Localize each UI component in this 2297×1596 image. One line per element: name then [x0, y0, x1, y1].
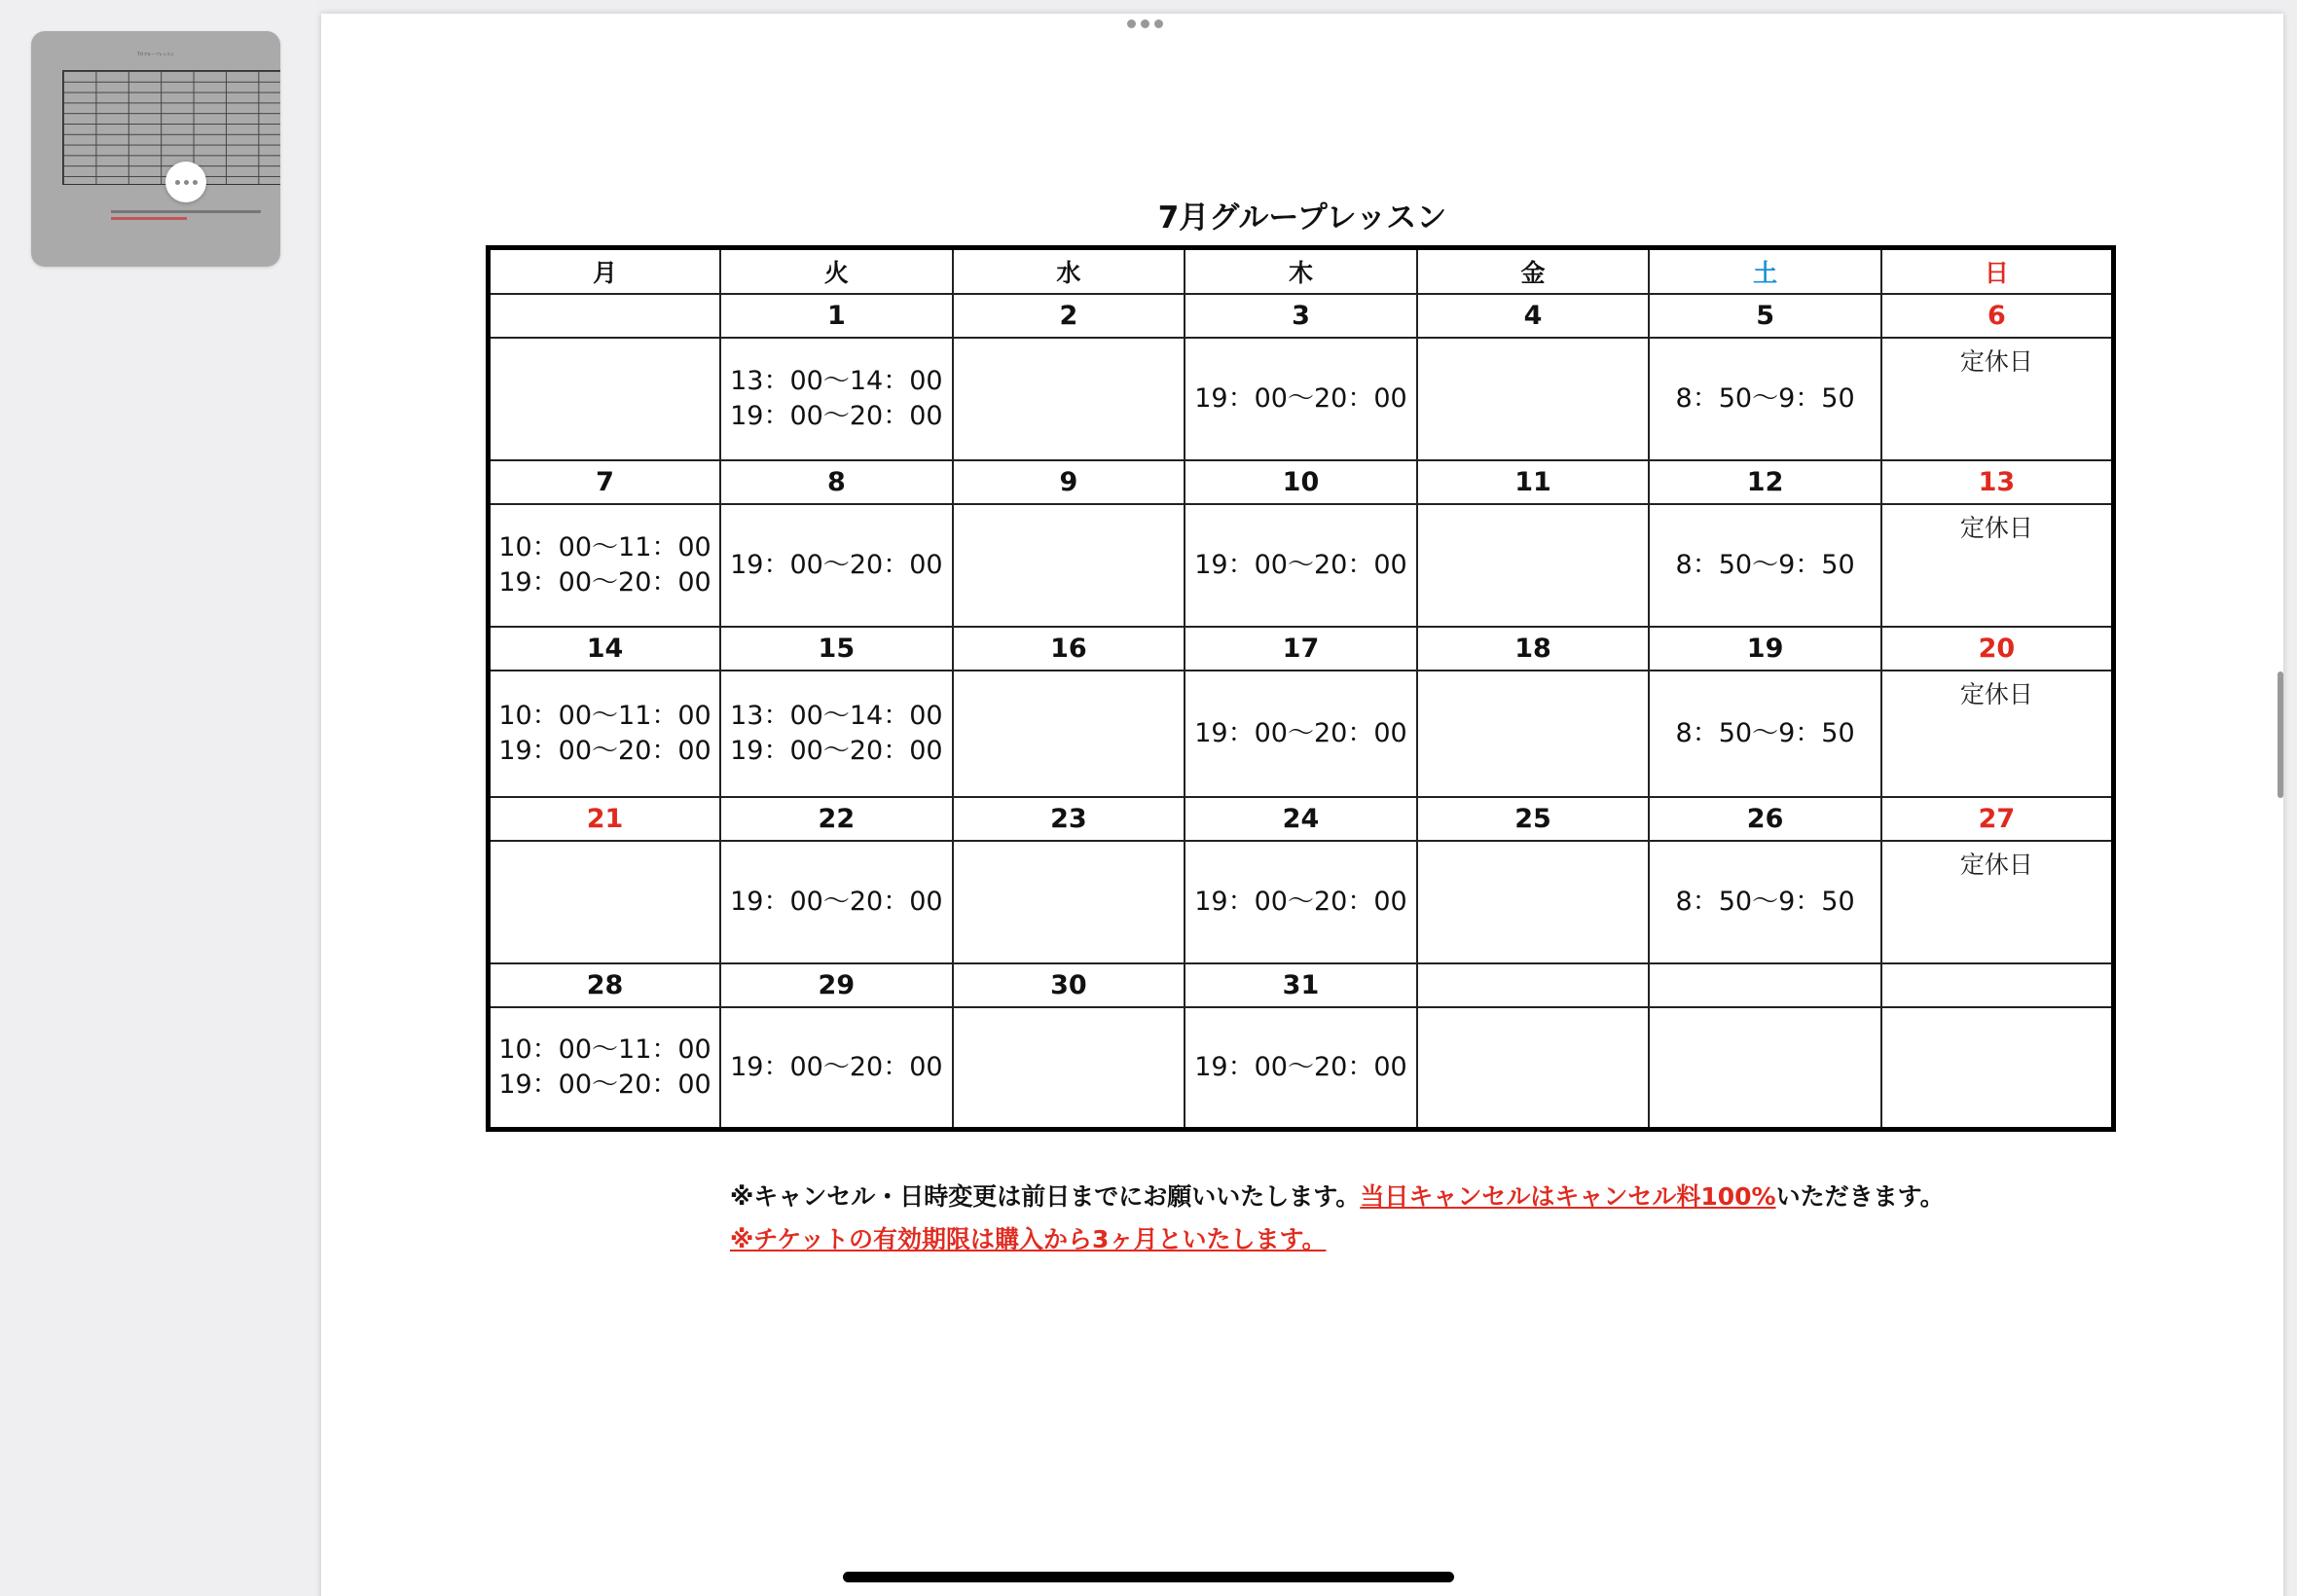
- thumbnail-title: 7月グループレッスン: [136, 52, 175, 56]
- date-cell: [1649, 963, 1881, 1007]
- lesson-cell: [720, 1007, 953, 1130]
- lesson-cell: [1881, 338, 2114, 460]
- more-options-button[interactable]: [165, 162, 206, 202]
- lesson-time: 19：00～20：00: [1194, 1051, 1407, 1082]
- lesson-row: [489, 841, 2114, 963]
- lesson-time: 8：50～9：50: [1675, 886, 1855, 917]
- lesson-row: [489, 1007, 2114, 1130]
- lesson-time: 19：00～20：00: [730, 400, 943, 431]
- date-cell: 25: [1417, 797, 1650, 841]
- lesson-cell: [1881, 671, 2114, 797]
- lesson-cell: [489, 1007, 721, 1130]
- date-cell: 8: [720, 460, 953, 504]
- lesson-time: 10：00～11：00: [498, 531, 711, 562]
- date-cell: 28: [489, 963, 721, 1007]
- date-cell: 3: [1185, 294, 1417, 338]
- date-cell: 10: [1185, 460, 1417, 504]
- calendar-table: [486, 245, 2116, 1132]
- date-cell: 12: [1649, 460, 1881, 504]
- same-day-cancel-fee: 当日キャンセルはキャンセル料100%: [1360, 1182, 1776, 1211]
- weekday-header: 火: [720, 248, 953, 294]
- date-cell: 4: [1417, 294, 1650, 338]
- thumbnail-note-line: [111, 210, 261, 213]
- date-cell: 2: [953, 294, 1185, 338]
- holiday-label: 定休日: [1959, 679, 2033, 708]
- date-cell: 19: [1649, 627, 1881, 671]
- lesson-cell: [720, 671, 953, 797]
- lesson-time: 10：00～11：00: [498, 1034, 711, 1065]
- date-cell: 18: [1417, 627, 1650, 671]
- date-cell: 17: [1185, 627, 1417, 671]
- date-cell: 1: [720, 294, 953, 338]
- lesson-cell: [953, 1007, 1185, 1130]
- lesson-cell: [1649, 841, 1881, 963]
- dot-icon: [184, 180, 189, 185]
- lesson-time: 19：00～20：00: [498, 735, 711, 766]
- date-row: [489, 460, 2114, 504]
- lesson-cell: [953, 504, 1185, 627]
- lesson-cell: [1649, 671, 1881, 797]
- lesson-cell: [1649, 1007, 1881, 1130]
- date-cell: 24: [1185, 797, 1417, 841]
- date-cell: [1881, 963, 2114, 1007]
- weekday-header: 金: [1417, 248, 1650, 294]
- holiday-label: 定休日: [1959, 850, 2033, 879]
- date-cell: [489, 294, 721, 338]
- lesson-time: 8：50～9：50: [1675, 717, 1855, 748]
- lesson-cell: [1649, 504, 1881, 627]
- lesson-time: 19：00～20：00: [1194, 886, 1407, 917]
- weekday-header: 日: [1881, 248, 2114, 294]
- dot-icon: [175, 180, 180, 185]
- lesson-time: 19：00～20：00: [730, 735, 943, 766]
- date-cell: 29: [720, 963, 953, 1007]
- lesson-time: 13：00～14：00: [730, 365, 943, 396]
- lesson-cell: [1417, 338, 1650, 460]
- date-cell: 14: [489, 627, 721, 671]
- weekday-header-row: [489, 248, 2114, 294]
- lesson-cell: [1881, 841, 2114, 963]
- holiday-label: 定休日: [1959, 346, 2033, 376]
- lesson-time: 19：00～20：00: [1194, 382, 1407, 414]
- weekday-header: 水: [953, 248, 1185, 294]
- lesson-cell: [489, 504, 721, 627]
- cancel-policy-note: ※キャンセル・日時変更は前日までにお願いいたします。当日キャンセルはキャンセル料100%いただきます。: [730, 1182, 1945, 1211]
- lesson-cell: [1185, 338, 1417, 460]
- date-row: [489, 797, 2114, 841]
- date-cell: 31: [1185, 963, 1417, 1007]
- lesson-cell: [1185, 504, 1417, 627]
- holiday-label: 定休日: [1959, 513, 2033, 542]
- page-title: 7月グループレッスン: [1157, 200, 1447, 236]
- lesson-time: 19：00～20：00: [1194, 717, 1407, 748]
- home-indicator[interactable]: [843, 1572, 1454, 1582]
- weekday-header: 月: [489, 248, 721, 294]
- date-cell: 27: [1881, 797, 2114, 841]
- lesson-cell: [1417, 504, 1650, 627]
- window-grabber-icon[interactable]: [1127, 19, 1163, 28]
- lesson-time: 19：00～20：00: [1194, 549, 1407, 580]
- date-cell: 6: [1881, 294, 2114, 338]
- sidebar: [0, 0, 317, 1596]
- lesson-time: 8：50～9：50: [1675, 549, 1855, 580]
- lesson-cell: [1417, 1007, 1650, 1130]
- date-cell: 30: [953, 963, 1185, 1007]
- lesson-time: 8：50～9：50: [1675, 382, 1855, 414]
- lesson-cell: [720, 841, 953, 963]
- lesson-cell: [953, 671, 1185, 797]
- date-cell: 13: [1881, 460, 2114, 504]
- date-cell: 22: [720, 797, 953, 841]
- lesson-cell: [1881, 1007, 2114, 1130]
- dot-icon: [193, 180, 198, 185]
- weekday-header: 木: [1185, 248, 1417, 294]
- lesson-time: 13：00～14：00: [730, 700, 943, 731]
- document-page[interactable]: [321, 14, 2283, 1596]
- lesson-time: 19：00～20：00: [730, 549, 943, 580]
- lesson-row: [489, 504, 2114, 627]
- date-cell: 15: [720, 627, 953, 671]
- lesson-cell: [1649, 338, 1881, 460]
- date-cell: 20: [1881, 627, 2114, 671]
- date-cell: 23: [953, 797, 1185, 841]
- lesson-cell: [720, 504, 953, 627]
- weekday-header: 土: [1649, 248, 1881, 294]
- date-cell: 21: [489, 797, 721, 841]
- notes: [730, 1178, 1945, 1263]
- lesson-cell: [720, 338, 953, 460]
- date-cell: 9: [953, 460, 1185, 504]
- lesson-cell: [1417, 671, 1650, 797]
- date-row: [489, 963, 2114, 1007]
- ticket-expiry-note: ※チケットの有効期限は購入から3ヶ月といたします。: [730, 1225, 1327, 1253]
- page-thumbnail[interactable]: [31, 31, 280, 267]
- lesson-cell: [1185, 1007, 1417, 1130]
- date-cell: 7: [489, 460, 721, 504]
- date-row: [489, 627, 2114, 671]
- lesson-cell: [1185, 671, 1417, 797]
- date-cell: 11: [1417, 460, 1650, 504]
- lesson-cell: [489, 338, 721, 460]
- lesson-time: 19：00～20：00: [730, 1051, 943, 1082]
- lesson-cell: [1417, 841, 1650, 963]
- lesson-cell: [1881, 504, 2114, 627]
- date-row: [489, 294, 2114, 338]
- lesson-time: 19：00～20：00: [498, 566, 711, 598]
- date-cell: 26: [1649, 797, 1881, 841]
- date-cell: 5: [1649, 294, 1881, 338]
- lesson-time: 19：00～20：00: [730, 886, 943, 917]
- thumbnail-note-line-red: [111, 217, 187, 220]
- lesson-row: [489, 671, 2114, 797]
- scrollbar[interactable]: [2278, 671, 2283, 798]
- lesson-cell: [489, 671, 721, 797]
- lesson-cell: [953, 841, 1185, 963]
- lesson-time: 10：00～11：00: [498, 700, 711, 731]
- date-cell: 16: [953, 627, 1185, 671]
- date-cell: [1417, 963, 1650, 1007]
- lesson-cell: [1185, 841, 1417, 963]
- lesson-row: [489, 338, 2114, 460]
- lesson-time: 19：00～20：00: [498, 1069, 711, 1100]
- lesson-cell: [953, 338, 1185, 460]
- lesson-cell: [489, 841, 721, 963]
